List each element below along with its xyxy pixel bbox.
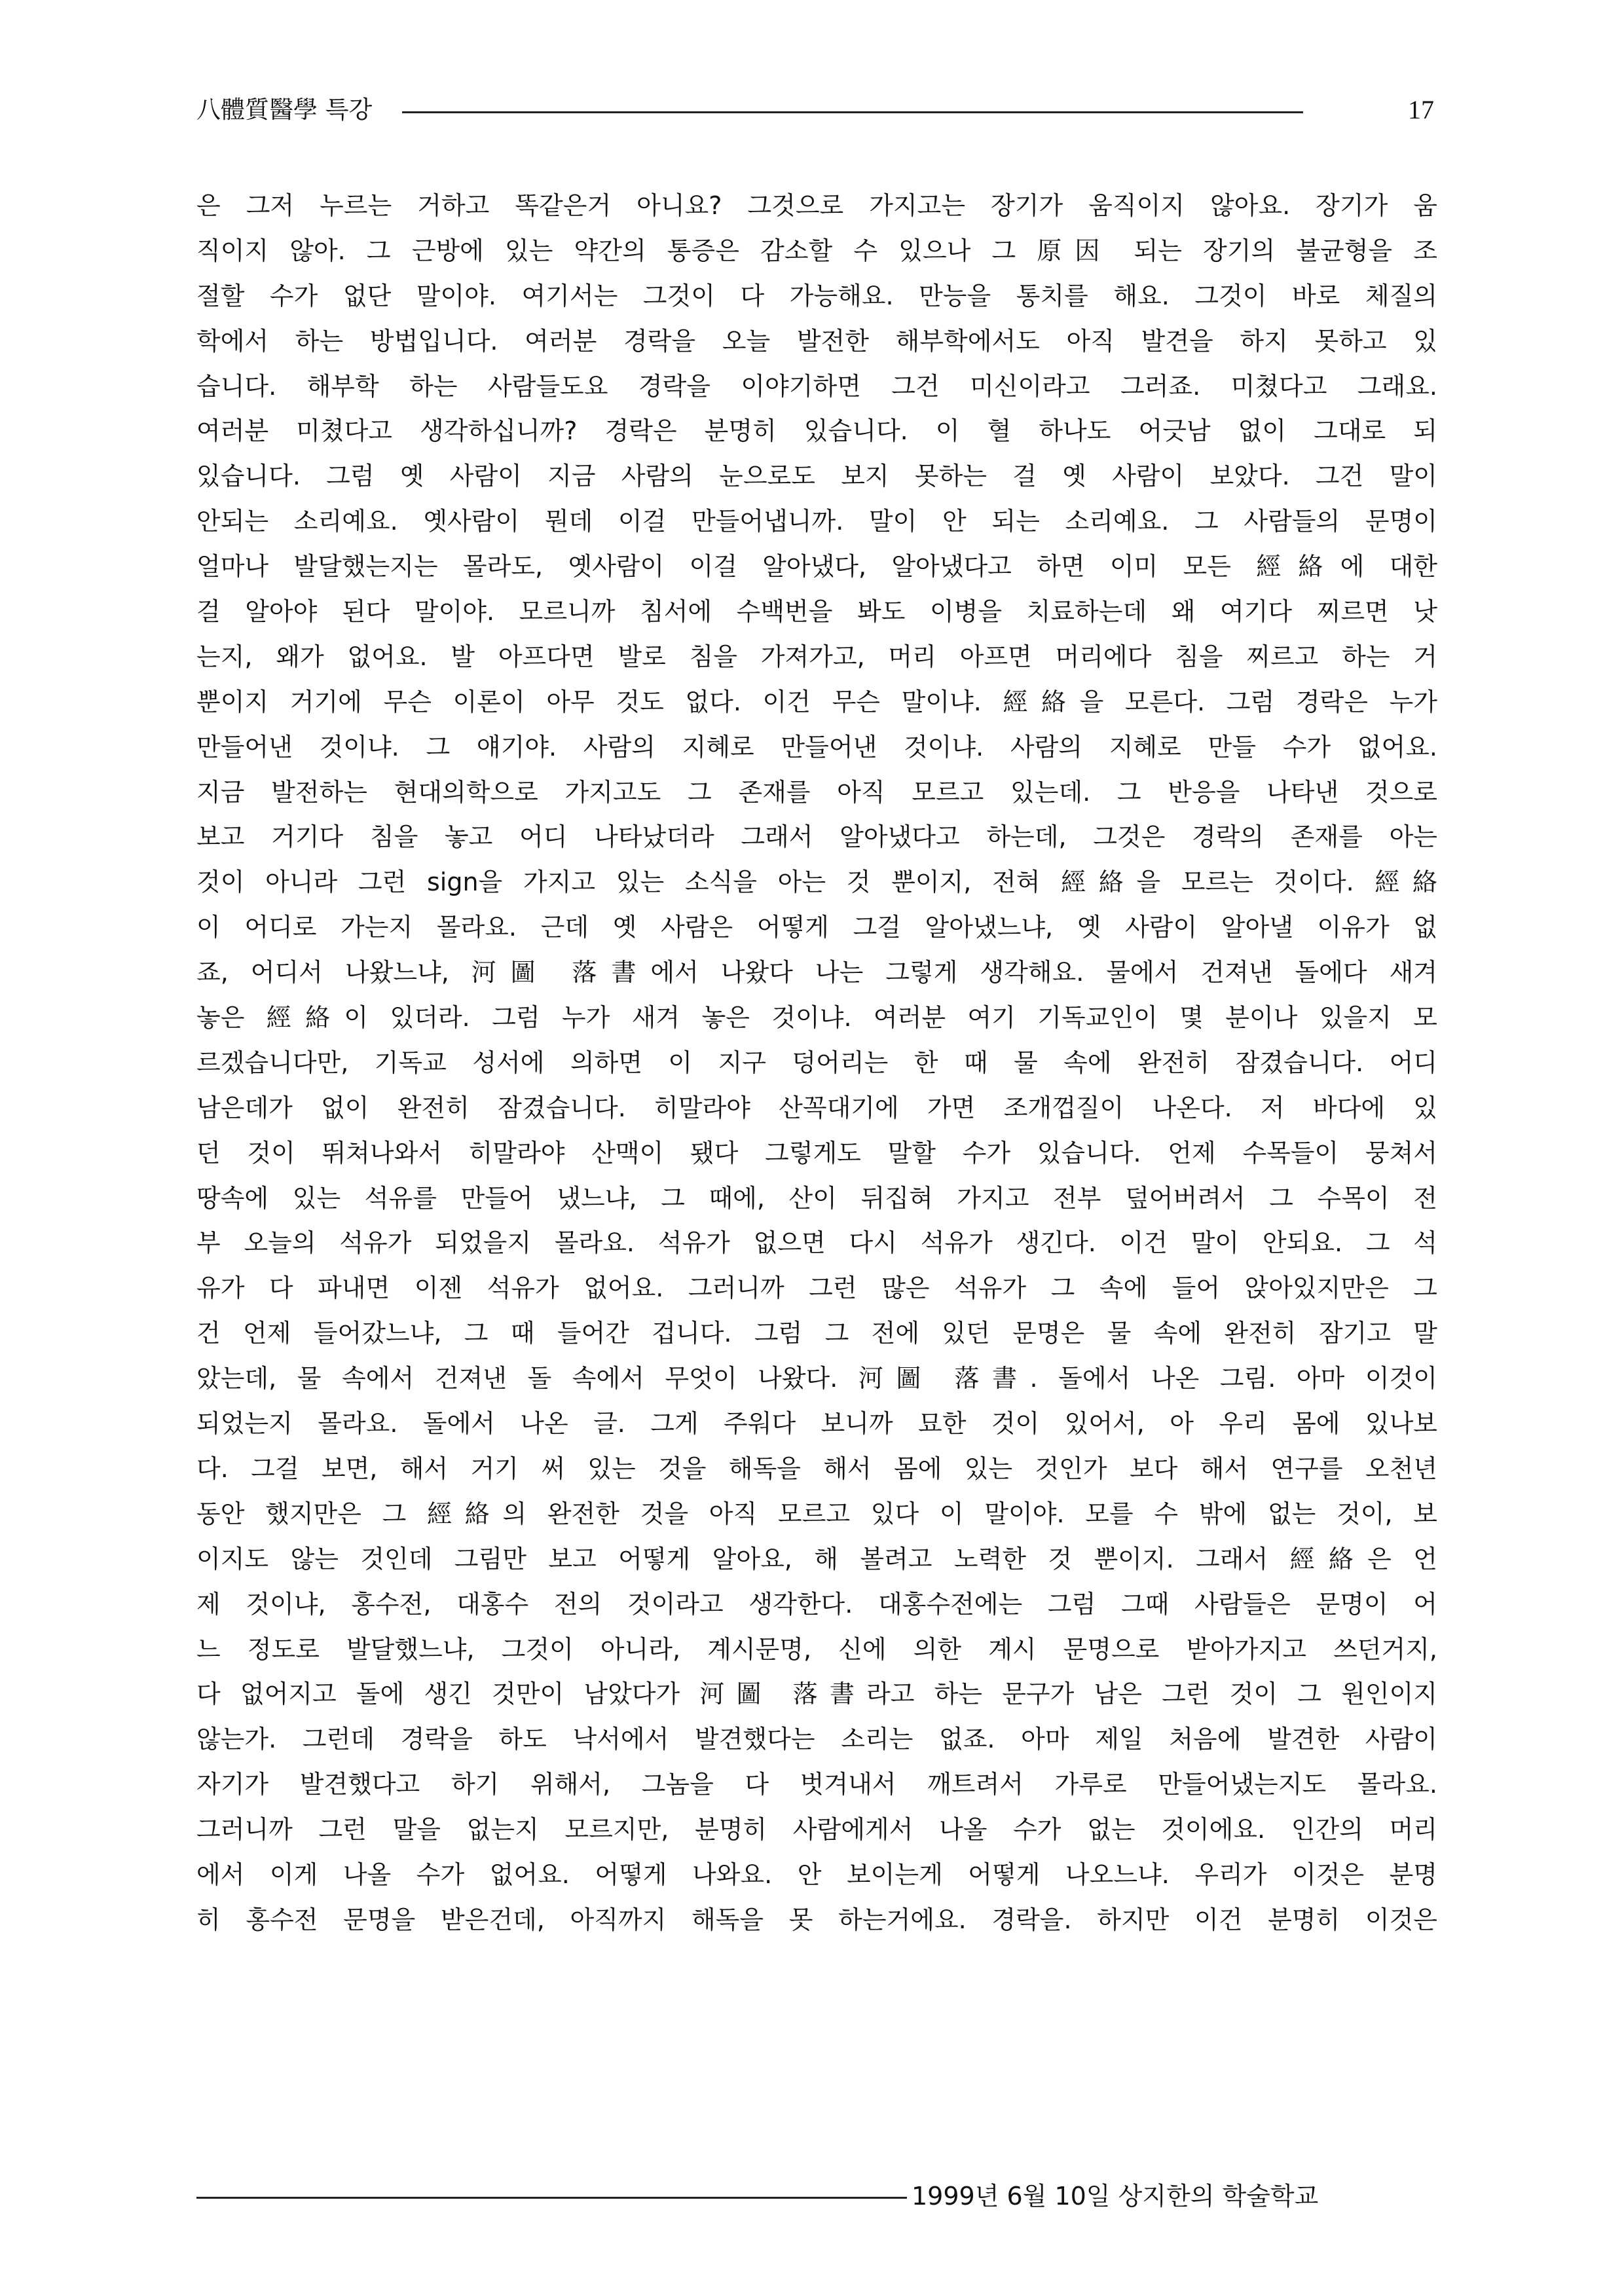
body-line: 유가 다 파내면 이젠 석유가 없어요. 그러니까 그런 많은 석유가 그 속에 들어 앉아있지만은 그 xyxy=(196,1274,1437,1303)
body-line: 절할 수가 없단 말이야. 여기서는 그것이 다 가능해요. 만능을 통치를 해요. 그것이 바로 체질의 xyxy=(196,281,1437,310)
body-line: 죠, 어디서 나왔느냐, 河圖 落書에서 나왔다 나는 그렇게 생각해요. 물에서 건져낸 돌에다 새겨 xyxy=(196,958,1437,987)
page-footer xyxy=(196,2175,1382,2217)
body-line: 그러니까 그런 말을 없는지 모르지만, 분명히 사람에게서 나올 수가 없는 것이에요. 인간의 머리 xyxy=(196,1815,1437,1845)
body-line: 남은데가 없이 완전히 잠겼습니다. 히말라야 산꼭대기에 가면 조개껍질이 나온다. 저 바다에 있 xyxy=(196,1093,1437,1122)
body-line: 있습니다. 그럼 옛 사람이 지금 사람의 눈으로도 보지 못하는 걸 옛 사람이 보았다. 그건 말이 xyxy=(196,462,1437,491)
body-line: 않는가. 그런데 경락을 하도 낙서에서 발견했다는 소리는 없죠. 아마 제일 처음에 발견한 사람이 xyxy=(196,1725,1437,1754)
body-text xyxy=(196,183,1437,1943)
body-line: 이지도 않는 것인데 그림만 보고 어떻게 알아요, 해 볼려고 노력한 것 뿐이지. 그래서 經絡은 언 xyxy=(196,1544,1437,1573)
body-line: 지금 발전하는 현대의학으로 가지고도 그 존재를 아직 모르고 있는데. 그 반응을 나타낸 것으로 xyxy=(196,777,1437,807)
body-line: 건 언제 들어갔느냐, 그 때 들어간 겁니다. 그럼 그 전에 있던 문명은 물 속에 완전히 잠기고 말 xyxy=(196,1319,1437,1348)
body-line: 보고 거기다 침을 놓고 어디 나타났더라 그래서 알아냈다고 하는데, 그것은 경락의 존재를 아는 xyxy=(196,822,1437,852)
body-line: 제 것이냐, 홍수전, 대홍수 전의 것이라고 생각한다. 대홍수전에는 그럼 그때 사람들은 문명이 어 xyxy=(196,1589,1437,1619)
body-line: 던 것이 뛰쳐나와서 히말라야 산맥이 됐다 그렇게도 말할 수가 있습니다. 언제 수목들이 뭉쳐서 xyxy=(196,1138,1437,1167)
body-line: 만들어낸 것이냐. 그 얘기야. 사람의 지혜로 만들어낸 것이냐. 사람의 지혜로 만들 수가 없어요. xyxy=(196,732,1437,762)
body-line: 되었는지 몰라요. 돌에서 나온 글. 그게 주워다 보니까 묘한 것이 있어서, 아 우리 몸에 있나보 xyxy=(196,1409,1437,1439)
body-line: 얼마나 발달했는지는 몰라도, 옛사람이 이걸 알아냈다, 알아냈다고 하면 이미 모든 經絡에 대한 xyxy=(196,552,1437,581)
footer-rule xyxy=(196,2197,907,2199)
body-line: 뿐이지 거기에 무슨 이론이 아무 것도 없다. 이건 무슨 말이냐. 經絡을 모른다. 그럼 경락은 누가 xyxy=(196,687,1437,716)
body-line: 여러분 미쳤다고 생각하십니까? 경락은 분명히 있습니다. 이 혈 하나도 어긋남 없이 그대로 되 xyxy=(196,416,1437,446)
header-title: 八體質醫學 특강 xyxy=(196,96,373,124)
body-line: 히 홍수전 문명을 받은건데, 아직까지 해독을 못 하는거에요. 경락을. 하지만 이건 분명히 이것은 xyxy=(196,1905,1437,1934)
body-line: 자기가 발견했다고 하기 위해서, 그놈을 다 벗겨내서 깨트려서 가루로 만들어냈는지도 몰라요. xyxy=(196,1770,1437,1799)
body-line: 학에서 하는 방법입니다. 여러분 경락을 오늘 발전한 해부학에서도 아직 발견을 하지 못하고 있 xyxy=(196,326,1437,356)
body-line: 동안 했지만은 그 經絡의 완전한 것을 아직 모르고 있다 이 말이야. 모를 수 밖에 없는 것이, 보 xyxy=(196,1499,1437,1528)
body-line: 았는데, 물 속에서 건져낸 돌 속에서 무엇이 나왔다. 河圖 落書. 돌에서 나온 그림. 아마 이것이 xyxy=(196,1364,1437,1393)
header-rule xyxy=(402,111,1303,113)
body-line: 느 정도로 발달했느냐, 그것이 아니라, 계시문명, 신에 의한 계시 문명으로 받아가지고 쓰던거지, xyxy=(196,1634,1437,1664)
footer-text: 1999년 6월 10일 상지한의 학술학교 xyxy=(912,2182,1319,2211)
page-header xyxy=(196,90,1434,130)
body-line: 르겠습니다만, 기독교 성서에 의하면 이 지구 덩어리는 한 때 물 속에 완전히 잠겼습니다. 어디 xyxy=(196,1048,1437,1077)
body-line: 에서 이게 나올 수가 없어요. 어떻게 나와요. 안 보이는게 어떻게 나오느냐. 우리가 이것은 분명 xyxy=(196,1860,1437,1889)
body-line: 땅속에 있는 석유를 만들어 냈느냐, 그 때에, 산이 뒤집혀 가지고 전부 덮어버려서 그 수목이 전 xyxy=(196,1183,1437,1213)
body-line: 이 어디로 가는지 몰라요. 근데 옛 사람은 어떻게 그걸 알아냈느냐, 옛 사람이 알아낼 이유가 없 xyxy=(196,913,1437,942)
body-line: 부 오늘의 석유가 되었을지 몰라요. 석유가 없으면 다시 석유가 생긴다. 이건 말이 안되요. 그 석 xyxy=(196,1228,1437,1258)
body-line: 는지, 왜가 없어요. 발 아프다면 발로 침을 가져가고, 머리 아프면 머리에다 침을 찌르고 하는 거 xyxy=(196,642,1437,671)
body-line: 직이지 않아. 그 근방에 있는 약간의 통증은 감소할 수 있으나 그 原因 되는 장기의 불균형을 조 xyxy=(196,236,1437,265)
body-line: 은 그저 누르는 거하고 똑같은거 아니요? 그것으로 가지고는 장기가 움직이지 않아요. 장기가 움 xyxy=(196,191,1437,220)
page-number: 17 xyxy=(1408,95,1434,124)
body-line: 다 없어지고 돌에 생긴 것만이 남았다가 河圖 落書라고 하는 문구가 남은 그런 것이 그 원인이지 xyxy=(196,1680,1437,1709)
body-line: 습니다. 해부학 하는 사람들도요 경락을 이야기하면 그건 미신이라고 그러죠. 미쳤다고 그래요. xyxy=(196,371,1437,401)
body-line: 것이 아니라 그런 sign을 가지고 있는 소식을 아는 것 뿐이지, 전혀 經絡을 모르는 것이다. 經絡 xyxy=(196,868,1437,897)
body-line: 놓은 經絡이 있더라. 그럼 누가 새겨 놓은 것이냐. 여러분 여기 기독교인이 몇 분이나 있을지 모 xyxy=(196,1003,1437,1033)
body-line: 안되는 소리예요. 옛사람이 뭔데 이걸 만들어냅니까. 말이 안 되는 소리예요. 그 사람들의 문명이 xyxy=(196,507,1437,536)
body-line: 다. 그걸 보면, 해서 거기 써 있는 것을 해독을 해서 몸에 있는 것인가 보다 해서 연구를 오천년 xyxy=(196,1454,1437,1483)
body-line: 걸 알아야 된다 말이야. 모르니까 침서에 수백번을 봐도 이병을 치료하는데 왜 여기다 찌르면 낫 xyxy=(196,597,1437,627)
